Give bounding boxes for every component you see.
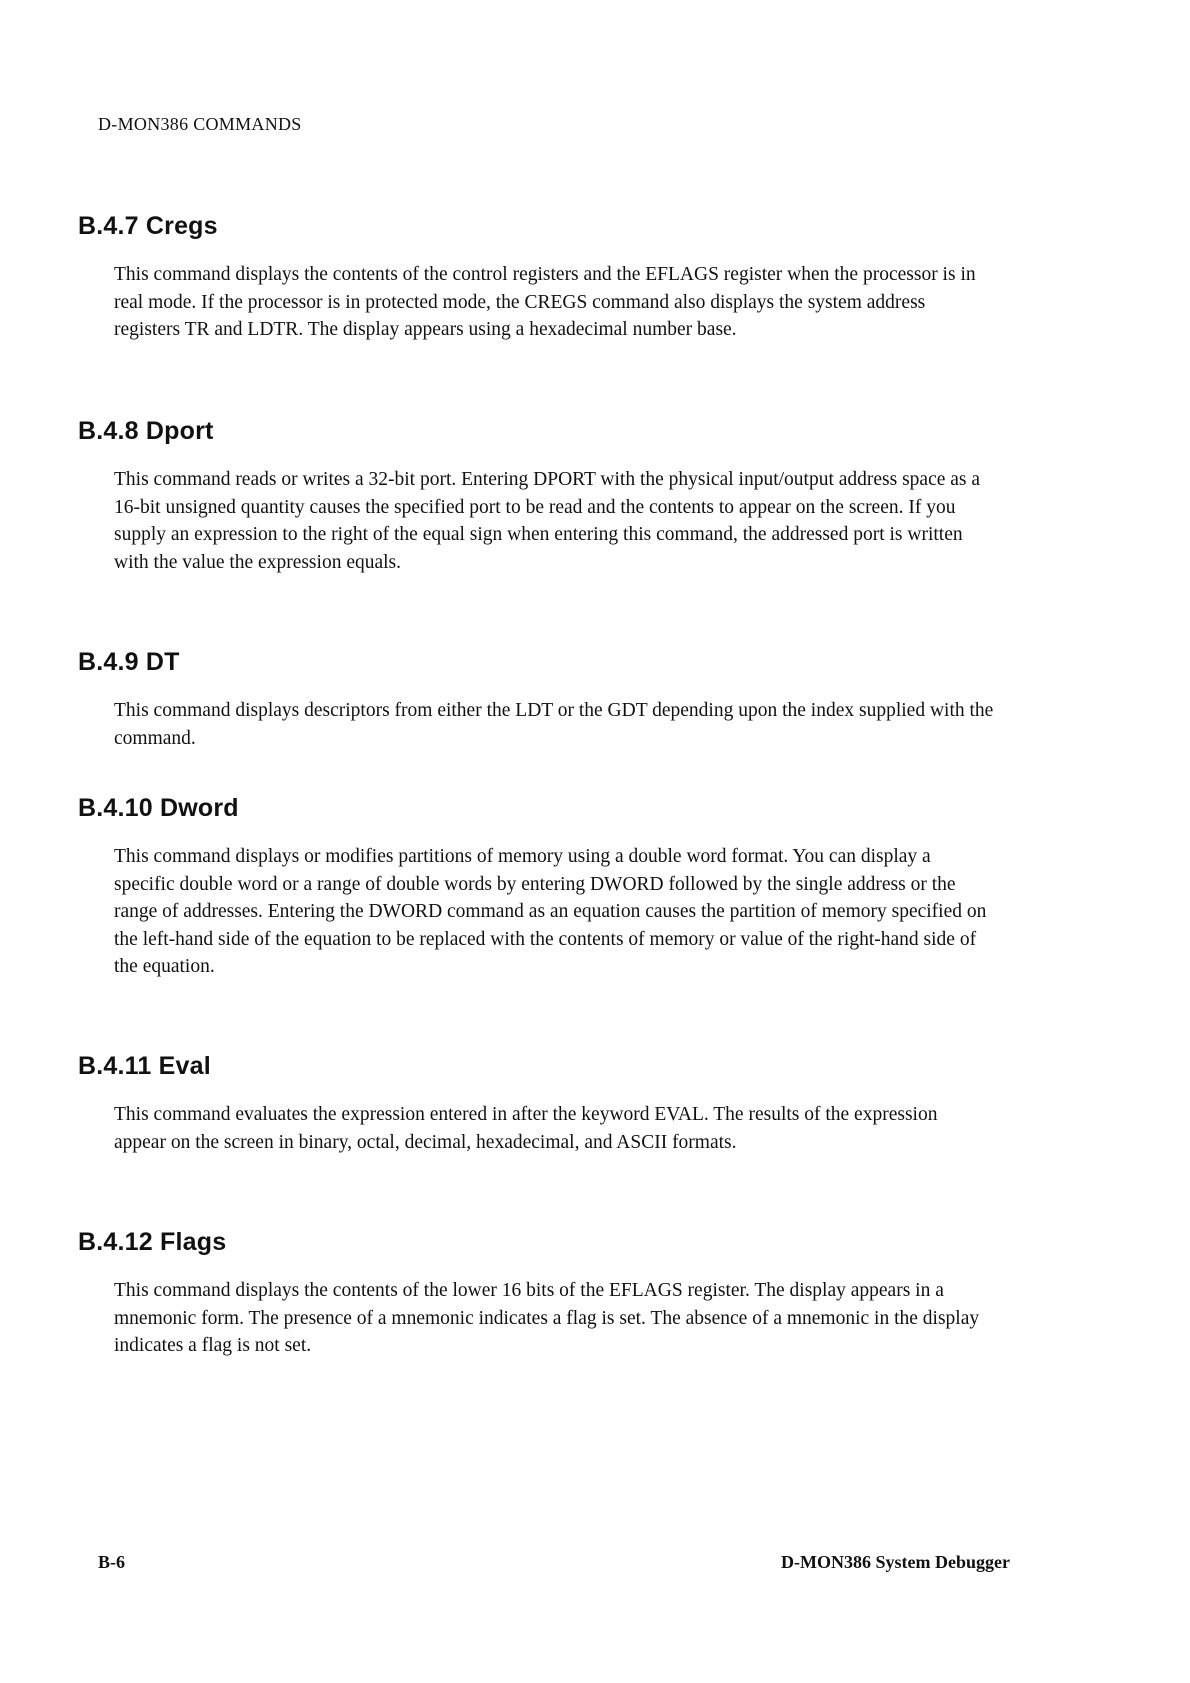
section-body: This command evaluates the expression entered in after the keyword EVAL. The results of the expression appear on the screen in binary, octal, decimal, hexadecimal, and ASCII formats.: [114, 1104, 938, 1153]
section-body: This command reads or writes a 32-bit port. Entering DPORT with the physical input/output address space as a 16-bit unsigned quantity causes the specified port to be read and the contents to appear on the screen. If you supply an expression to the right of the equal sign when entering this command, the addressed port is written with the value the expression equals.: [114, 469, 981, 573]
section-heading: B.4.11 Eval: [78, 1052, 211, 1080]
page-number: B-6: [98, 1552, 125, 1572]
section-dport: [78, 417, 998, 576]
section-heading: B.4.7 Cregs: [78, 212, 218, 240]
section-body: This command displays the contents of the lower 16 bits of the EFLAGS register. The display appears in a mnemonic form. The presence of a mnemonic indicates a flag is set. The absence of a mnemonic in the display indicates a flag is not set.: [114, 1280, 980, 1356]
section-dt: [78, 648, 998, 752]
section-body: This command displays the contents of the control registers and the EFLAGS register when the processor is in real mode. If the processor is in protected mode, the CREGS command also displays the system address registers TR and LDTR. The display appears using a hexadecimal number base.: [114, 264, 976, 340]
running-footer: [98, 1552, 1010, 1573]
running-header: D-MON386 COMMANDS: [98, 114, 302, 134]
section-heading: B.4.10 Dword: [78, 794, 239, 822]
section-dword: [78, 794, 998, 981]
section-flags: [78, 1228, 998, 1360]
section-eval: [78, 1052, 998, 1156]
section-body: This command displays descriptors from either the LDT or the GDT depending upon the index supplied with the command.: [114, 700, 994, 749]
section-heading: B.4.9 DT: [78, 648, 180, 676]
section-body: This command displays or modifies partitions of memory using a double word format. You can display a specific double word or a range of double words by entering DWORD followed by the single address or the range of addresses. Entering the DWORD command as an equation causes the partition of memory specified on the left-hand side of the equation to be replaced with the contents of memory or value of the right-hand side of the equation.: [114, 846, 987, 977]
book-title: D-MON386 System Debugger: [781, 1552, 1010, 1572]
section-heading: B.4.12 Flags: [78, 1228, 227, 1256]
section-heading: B.4.8 Dport: [78, 417, 214, 445]
section-cregs: [78, 212, 998, 344]
